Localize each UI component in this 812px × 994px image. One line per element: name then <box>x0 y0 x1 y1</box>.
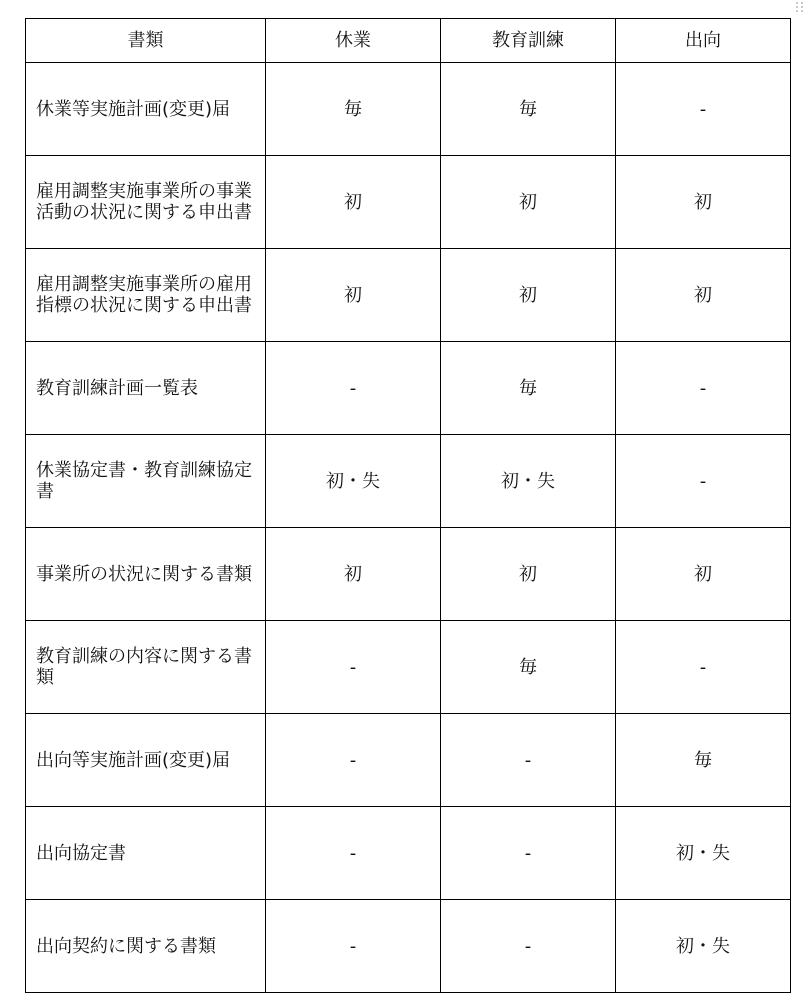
shukko-mark: 初・失 <box>616 900 791 993</box>
document-name: 事業所の状況に関する書類 <box>26 528 266 621</box>
document-name: 休業協定書・教育訓練協定書 <box>26 435 266 528</box>
kyugyo-mark: - <box>266 900 441 993</box>
kyoiku-mark: 初 <box>441 249 616 342</box>
document-requirements-table <box>25 18 791 993</box>
shukko-mark: 初・失 <box>616 807 791 900</box>
kyugyo-mark: - <box>266 621 441 714</box>
table-row <box>26 807 791 900</box>
document-name: 教育訓練の内容に関する書類 <box>26 621 266 714</box>
shukko-mark: - <box>616 63 791 156</box>
shukko-mark: 初 <box>616 528 791 621</box>
table-row <box>26 249 791 342</box>
shukko-mark: - <box>616 342 791 435</box>
table-row <box>26 342 791 435</box>
shukko-mark: - <box>616 435 791 528</box>
kyugyo-mark: 初・失 <box>266 435 441 528</box>
kyoiku-mark: 毎 <box>441 621 616 714</box>
shukko-mark: - <box>616 621 791 714</box>
document-name: 出向協定書 <box>26 807 266 900</box>
document-name: 出向契約に関する書類 <box>26 900 266 993</box>
table-row <box>26 900 791 993</box>
shukko-mark: 初 <box>616 156 791 249</box>
header-shukko: 出向 <box>616 19 791 63</box>
drag-handle-icon[interactable] <box>796 2 806 14</box>
shukko-mark: 初 <box>616 249 791 342</box>
table-row <box>26 156 791 249</box>
kyugyo-mark: - <box>266 714 441 807</box>
kyoiku-mark: - <box>441 900 616 993</box>
kyoiku-mark: - <box>441 714 616 807</box>
header-kyoiku: 教育訓練 <box>441 19 616 63</box>
document-name: 休業等実施計画(変更)届 <box>26 63 266 156</box>
kyoiku-mark: 初・失 <box>441 435 616 528</box>
table-row <box>26 528 791 621</box>
table-row <box>26 435 791 528</box>
document-name: 教育訓練計画一覧表 <box>26 342 266 435</box>
kyugyo-mark: 初 <box>266 249 441 342</box>
kyugyo-mark: 初 <box>266 156 441 249</box>
kyoiku-mark: 毎 <box>441 63 616 156</box>
document-name: 雇用調整実施事業所の事業活動の状況に関する申出書 <box>26 156 266 249</box>
kyugyo-mark: - <box>266 342 441 435</box>
document-name: 雇用調整実施事業所の雇用指標の状況に関する申出書 <box>26 249 266 342</box>
kyugyo-mark: 毎 <box>266 63 441 156</box>
table-row <box>26 714 791 807</box>
table-row <box>26 63 791 156</box>
table-row <box>26 621 791 714</box>
header-kyugyo: 休業 <box>266 19 441 63</box>
kyoiku-mark: 初 <box>441 528 616 621</box>
document-name: 出向等実施計画(変更)届 <box>26 714 266 807</box>
kyugyo-mark: - <box>266 807 441 900</box>
kyoiku-mark: 毎 <box>441 342 616 435</box>
shukko-mark: 毎 <box>616 714 791 807</box>
header-document: 書類 <box>26 19 266 63</box>
kyoiku-mark: 初 <box>441 156 616 249</box>
table-header-row <box>26 19 791 63</box>
kyoiku-mark: - <box>441 807 616 900</box>
kyugyo-mark: 初 <box>266 528 441 621</box>
